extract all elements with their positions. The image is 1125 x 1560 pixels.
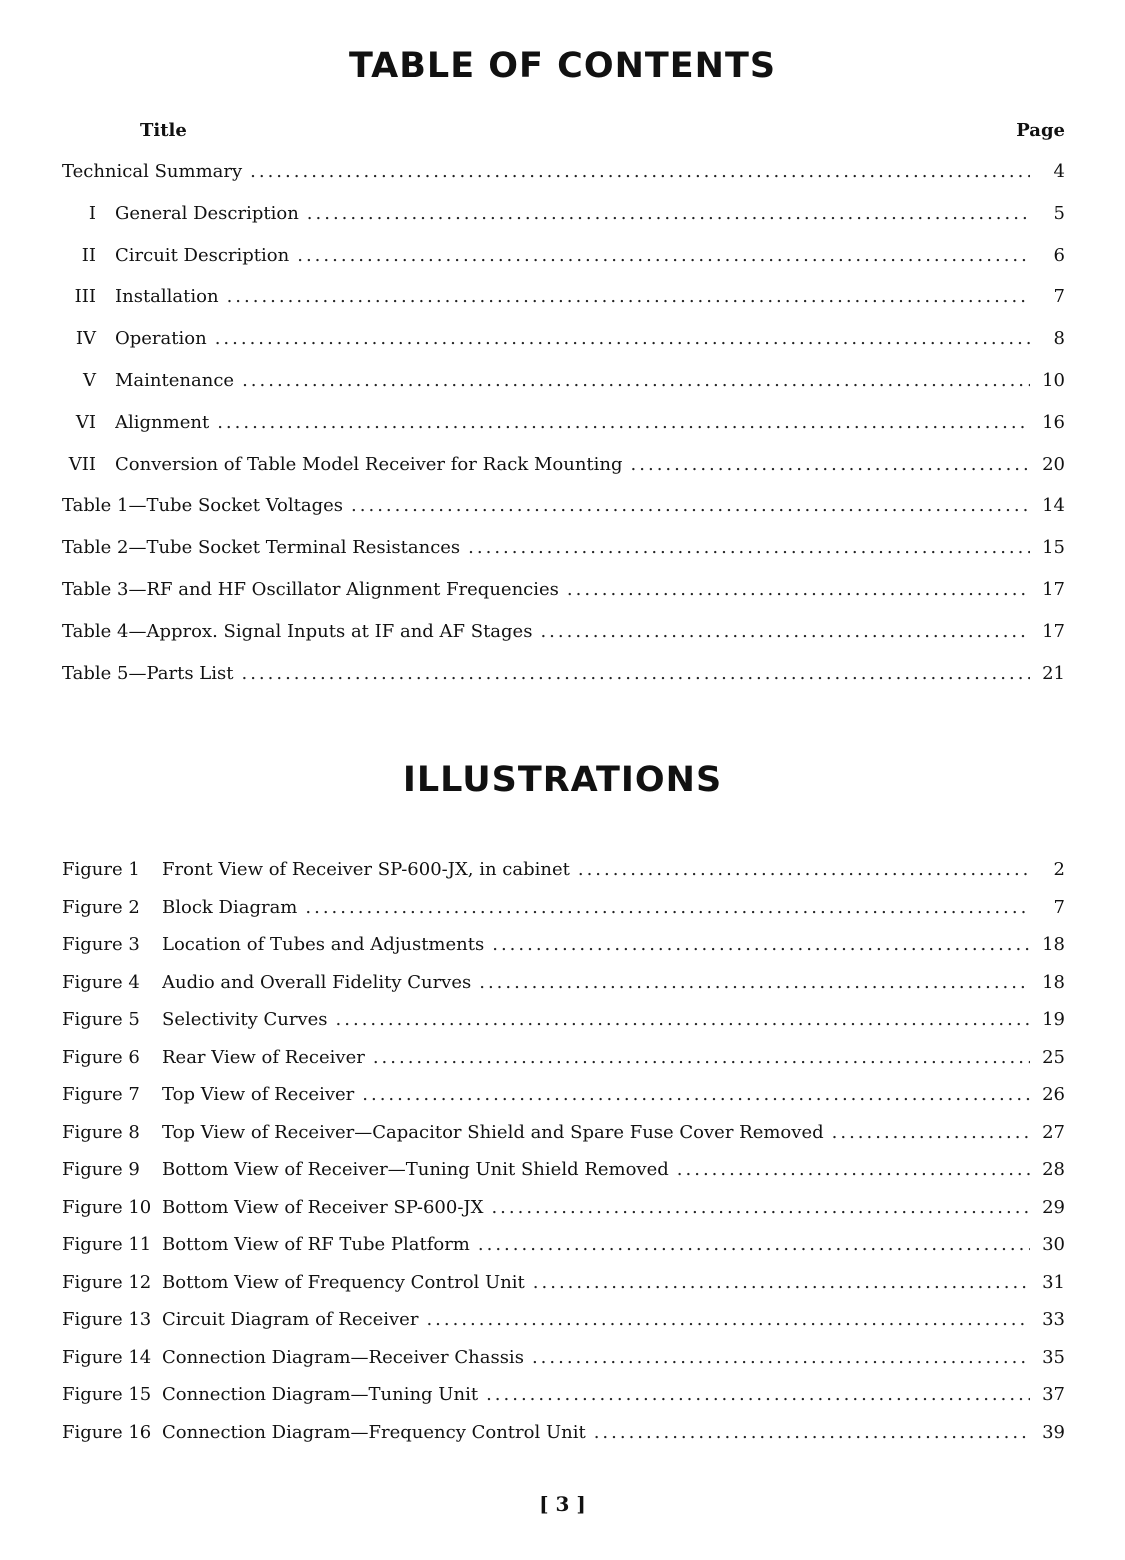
entry-page-number: 4	[1053, 161, 1065, 182]
illustration-entry	[0, 1269, 1125, 1297]
dot-leader	[532, 1344, 1030, 1372]
entry-page-number: 2	[1053, 859, 1065, 880]
figure-number: Figure 3	[62, 934, 140, 955]
entry-page-number: 6	[1053, 244, 1065, 266]
entry-title-leader	[62, 492, 1030, 520]
entry-title: Operation	[115, 328, 207, 350]
entry-title: Top View of Receiver—Capacitor Shield and Spare Fuse Cover Removed	[162, 1121, 824, 1143]
entry-title-leader	[162, 1306, 1030, 1334]
dot-leader	[540, 618, 1030, 646]
dot-leader	[492, 931, 1030, 959]
figure-number: Figure 15	[62, 1384, 152, 1405]
illustration-entry	[0, 1381, 1125, 1409]
entry-title: Circuit Diagram of Receiver	[162, 1309, 419, 1330]
entry-title-leader	[115, 283, 1030, 311]
entry-title: Technical Summary	[62, 161, 243, 182]
illustration-entry	[0, 894, 1125, 922]
illustration-entry	[0, 1419, 1125, 1447]
entry-page-number: 16	[1042, 411, 1065, 433]
dot-leader	[677, 1156, 1030, 1184]
dot-leader	[242, 367, 1030, 395]
section-number: II	[81, 244, 96, 266]
entry-title-leader	[162, 1419, 1030, 1447]
dot-leader	[336, 1006, 1030, 1034]
dot-leader	[297, 242, 1030, 270]
toc-entry	[0, 618, 1125, 646]
entry-title-leader	[162, 1381, 1030, 1409]
section-number: VI	[75, 411, 96, 433]
dot-leader	[631, 451, 1030, 479]
entry-title-leader	[162, 1044, 1030, 1072]
toc-entry	[0, 660, 1125, 688]
entry-page-number: 7	[1053, 286, 1065, 308]
figure-number: Figure 6	[62, 1046, 140, 1068]
entry-title-leader	[162, 1156, 1030, 1184]
entry-page-number: 33	[1042, 1309, 1065, 1330]
entry-title-leader	[62, 158, 1030, 186]
entry-title: Installation	[115, 286, 219, 308]
entry-page-number: 17	[1042, 620, 1065, 642]
entry-page-number: 29	[1042, 1196, 1065, 1218]
figure-number: Figure 13	[62, 1309, 152, 1330]
dot-leader	[362, 1081, 1030, 1109]
entry-title-leader	[62, 576, 1030, 604]
figure-number: Figure 4	[62, 971, 140, 993]
dot-leader	[217, 409, 1030, 437]
entry-title: Bottom View of Receiver—Tuning Unit Shield Removed	[162, 1159, 669, 1180]
entry-page-number: 18	[1042, 971, 1065, 993]
entry-title-leader	[162, 894, 1030, 922]
entry-page-number: 17	[1042, 579, 1065, 600]
entry-title: Table 3—RF and HF Oscillator Alignment Frequencies	[62, 579, 559, 600]
dot-leader	[351, 492, 1030, 520]
figure-number: Figure 16	[62, 1421, 152, 1443]
entry-page-number: 37	[1042, 1384, 1065, 1405]
toc-entry	[0, 200, 1125, 228]
figure-number: Figure 9	[62, 1159, 140, 1180]
entry-title: Top View of Receiver	[162, 1084, 355, 1105]
entry-title-leader	[62, 660, 1030, 688]
toc-entry	[0, 158, 1125, 186]
figure-number: Figure 12	[62, 1271, 152, 1293]
figure-number: Figure 1	[62, 859, 140, 880]
entry-page-number: 31	[1042, 1271, 1065, 1293]
entry-title: Rear View of Receiver	[162, 1046, 365, 1068]
dot-leader	[479, 969, 1030, 997]
entry-title: Connection Diagram—Receiver Chassis	[162, 1346, 524, 1368]
entry-title-leader	[162, 969, 1030, 997]
entry-page-number: 18	[1042, 934, 1065, 955]
page-column-header: Page	[1016, 120, 1065, 141]
entry-title-leader	[162, 1081, 1030, 1109]
title-column-header: Title	[140, 120, 187, 141]
dot-leader	[486, 1381, 1030, 1409]
entry-title-leader	[115, 242, 1030, 270]
dot-leader	[426, 1306, 1030, 1334]
illustration-entry	[0, 856, 1125, 884]
dot-leader	[250, 158, 1030, 186]
illustration-entry	[0, 1231, 1125, 1259]
entry-title: General Description	[115, 202, 299, 224]
toc-entry	[0, 534, 1125, 562]
entry-title: Table 1—Tube Socket Voltages	[62, 495, 344, 517]
figure-number: Figure 11	[62, 1234, 152, 1255]
dot-leader	[468, 534, 1030, 562]
entry-page-number: 21	[1042, 662, 1065, 684]
entry-page-number: 10	[1042, 370, 1065, 391]
entry-title-leader	[162, 1006, 1030, 1034]
entry-title: Bottom View of Frequency Control Unit	[162, 1271, 525, 1293]
figure-number: Figure 8	[62, 1121, 140, 1143]
entry-title-leader	[115, 409, 1030, 437]
section-number: III	[74, 286, 96, 308]
entry-page-number: 20	[1042, 453, 1065, 475]
figure-number: Figure 5	[62, 1009, 140, 1030]
illustration-entry	[0, 1194, 1125, 1222]
figure-number: Figure 7	[62, 1084, 140, 1105]
illustration-entry	[0, 969, 1125, 997]
dot-leader	[373, 1044, 1030, 1072]
toc-entry	[0, 492, 1125, 520]
entry-title: Block Diagram	[162, 896, 298, 918]
entry-title: Maintenance	[115, 370, 235, 391]
entry-title-leader	[115, 367, 1030, 395]
section-number: V	[83, 370, 96, 391]
entry-page-number: 7	[1053, 896, 1065, 918]
entry-title: Front View of Receiver SP-600-JX, in cabinet	[162, 859, 570, 880]
illustration-entry	[0, 1081, 1125, 1109]
entry-page-number: 30	[1042, 1234, 1065, 1255]
dot-leader	[305, 894, 1030, 922]
toc-entry	[0, 325, 1125, 353]
entry-title-leader	[162, 1269, 1030, 1297]
entry-page-number: 15	[1042, 537, 1065, 559]
entry-title-leader	[115, 200, 1030, 228]
section-number: I	[88, 202, 96, 224]
dot-leader	[215, 325, 1030, 353]
entry-title-leader	[162, 1344, 1030, 1372]
toc-entry	[0, 283, 1125, 311]
entry-title: Circuit Description	[115, 244, 290, 266]
illustration-entry	[0, 1156, 1125, 1184]
entry-title: Alignment	[115, 411, 210, 433]
illustration-entry	[0, 1306, 1125, 1334]
entry-title-leader	[62, 534, 1030, 562]
toc-heading: TABLE OF CONTENTS	[348, 46, 777, 86]
dot-leader	[567, 576, 1030, 604]
illustration-entry	[0, 1006, 1125, 1034]
dot-leader	[578, 856, 1030, 884]
entry-title-leader	[162, 931, 1030, 959]
figure-number: Figure 10	[62, 1196, 152, 1218]
entry-title: Table 5—Parts List	[62, 662, 234, 684]
entry-title: Selectivity Curves	[162, 1009, 328, 1030]
section-number: IV	[75, 328, 96, 350]
illustration-entry	[0, 1344, 1125, 1372]
toc-entry	[0, 576, 1125, 604]
figure-number: Figure 2	[62, 896, 140, 918]
section-number: VII	[68, 453, 96, 475]
entry-title: Table 2—Tube Socket Terminal Resistances	[62, 537, 461, 559]
illustration-entry	[0, 931, 1125, 959]
entry-page-number: 35	[1042, 1346, 1065, 1368]
entry-title: Table 4—Approx. Signal Inputs at IF and AF Stages	[62, 620, 533, 642]
dot-leader	[832, 1119, 1030, 1147]
entry-title-leader	[162, 1119, 1030, 1147]
illustrations-heading: ILLUSTRATIONS	[402, 760, 723, 800]
figure-number: Figure 14	[62, 1346, 152, 1368]
entry-page-number: 28	[1042, 1159, 1065, 1180]
entry-title-leader	[162, 1231, 1030, 1259]
page-number: [ 3 ]	[539, 1492, 586, 1516]
entry-title-leader	[162, 856, 1030, 884]
entry-title: Audio and Overall Fidelity Curves	[162, 971, 472, 993]
dot-leader	[241, 660, 1030, 688]
entry-page-number: 8	[1053, 328, 1065, 350]
entry-title: Connection Diagram—Frequency Control Unit	[162, 1421, 586, 1443]
entry-page-number: 27	[1042, 1121, 1065, 1143]
illustration-entry	[0, 1119, 1125, 1147]
entry-page-number: 14	[1042, 495, 1065, 517]
entry-title-leader	[115, 451, 1030, 479]
illustration-entry	[0, 1044, 1125, 1072]
toc-entry	[0, 242, 1125, 270]
entry-title-leader	[162, 1194, 1030, 1222]
dot-leader	[491, 1194, 1030, 1222]
toc-entry	[0, 451, 1125, 479]
toc-entry	[0, 409, 1125, 437]
entry-page-number: 19	[1042, 1009, 1065, 1030]
entry-page-number: 26	[1042, 1084, 1065, 1105]
entry-title: Bottom View of RF Tube Platform	[162, 1234, 470, 1255]
entry-page-number: 5	[1053, 202, 1065, 224]
entry-page-number: 25	[1042, 1046, 1065, 1068]
entry-title-leader	[62, 618, 1030, 646]
dot-leader	[227, 283, 1030, 311]
entry-title-leader	[115, 325, 1030, 353]
entry-title: Conversion of Table Model Receiver for Rack Mounting	[115, 453, 623, 475]
entry-title: Connection Diagram—Tuning Unit	[162, 1384, 479, 1405]
toc-entry	[0, 367, 1125, 395]
entry-title: Location of Tubes and Adjustments	[162, 934, 485, 955]
dot-leader	[533, 1269, 1030, 1297]
entry-page-number: 39	[1042, 1421, 1065, 1443]
dot-leader	[307, 200, 1030, 228]
dot-leader	[478, 1231, 1030, 1259]
dot-leader	[594, 1419, 1030, 1447]
entry-title: Bottom View of Receiver SP-600-JX	[162, 1196, 484, 1218]
